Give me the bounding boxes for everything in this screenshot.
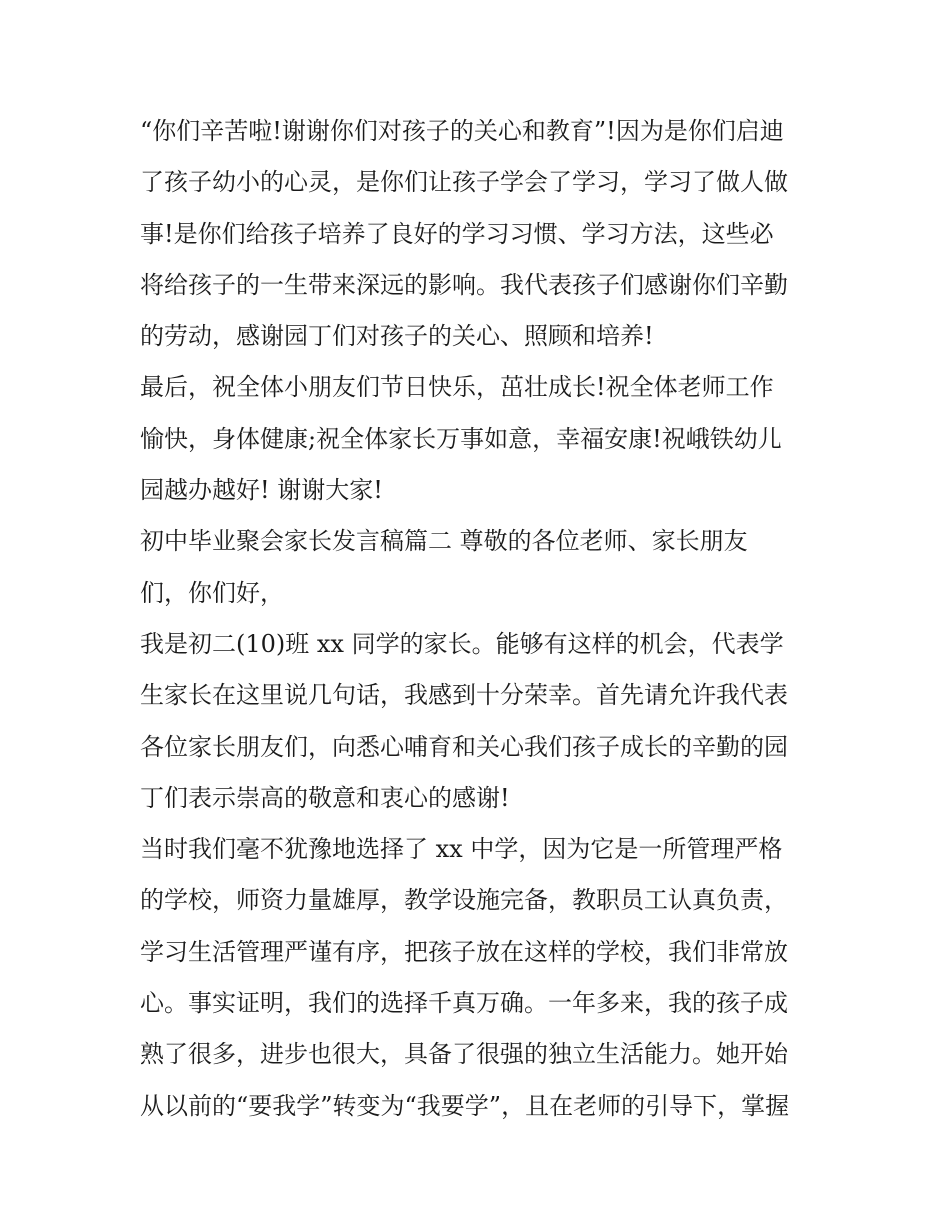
- text-line-19: 熟了很多，进步也很大，具备了很强的独立生活能力。她开始: [140, 1040, 788, 1069]
- section-heading-line: 初中毕业聚会家长发言稿篇二 尊敬的各位老师、家长朋友: [140, 527, 748, 556]
- text-line-12: 生家长在这里说几句话，我感到十分荣幸。首先请允许我代表: [140, 681, 788, 710]
- text-line-11: 我是初二(10)班 xx 同学的家长。能够有这样的机会，代表学: [140, 629, 784, 658]
- text-line-3: 事!是你们给孩子培养了良好的学习习惯、学习方法，这些必: [140, 219, 774, 248]
- text-line-14: 丁们表示崇高的敬意和衷心的感谢!: [140, 783, 510, 812]
- text-line-10: 们，你们好，: [140, 578, 284, 607]
- body-text: [140, 106, 830, 1132]
- text-line-6: 最后，祝全体小朋友们节日快乐，茁壮成长!祝全体老师工作: [140, 373, 774, 402]
- text-line-1: “你们辛苦啦!谢谢你们对孩子的关心和教育”!因为是你们启迪: [140, 117, 784, 145]
- text-line-13: 各位家长朋友们，向悉心哺育和关心我们孩子成长的辛勤的园: [140, 732, 788, 761]
- text-line-18: 心。事实证明，我们的选择千真万确。一年多来，我的孩子成: [140, 989, 788, 1018]
- text-line-20: 从以前的“要我学”转变为“我要学”，且在老师的引导下，掌握: [140, 1091, 790, 1120]
- text-line-15: 当时我们毫不犹豫地选择了 xx 中学，因为它是一所管理严格: [140, 835, 783, 864]
- text-line-2: 了孩子幼小的心灵，是你们让孩子学会了学习，学习了做人做: [140, 168, 788, 197]
- text-line-7: 愉快，身体健康;祝全体家长万事如意，幸福安康!祝峨铁幼儿: [140, 424, 782, 453]
- text-line-8: 园越办越好! 谢谢大家!: [140, 476, 383, 505]
- text-line-16: 的学校，师资力量雄厚，教学设施完备，教职员工认真负责，: [140, 886, 788, 915]
- text-line-4: 将给孩子的一生带来深远的影响。我代表孩子们感谢你们辛勤: [140, 270, 788, 299]
- text-line-5: 的劳动，感谢园丁们对孩子的关心、照顾和培养!: [140, 322, 654, 351]
- text-line-17: 学习生活管理严谨有序，把孩子放在这样的学校，我们非常放: [140, 937, 788, 966]
